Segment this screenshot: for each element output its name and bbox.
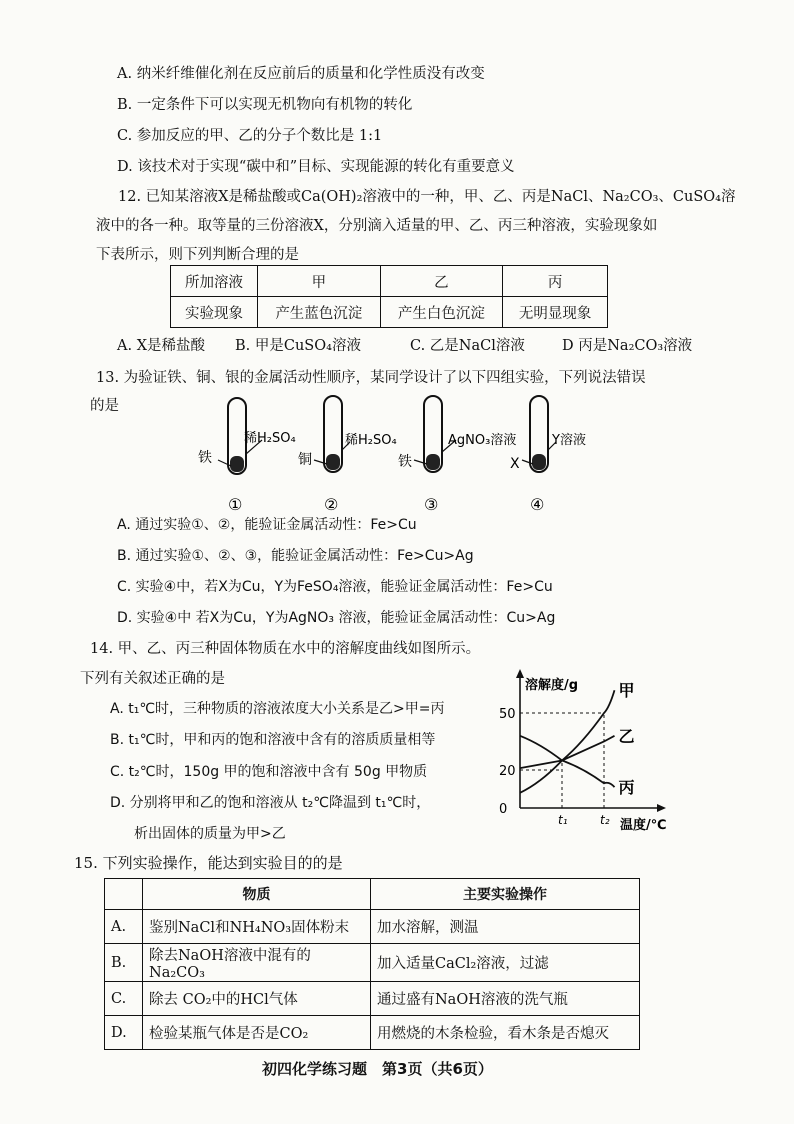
table-row — [105, 910, 640, 944]
tube3-metal-label: 铁 — [398, 454, 412, 470]
tube2-metal-label: 铜 — [298, 452, 312, 468]
q11-option-a: A. 纳米纤维催化剂在反应前后的质量和化学性质没有改变 — [117, 66, 485, 82]
tube4-number: ④ — [530, 495, 545, 514]
tube1-metal-label: 铁 — [198, 450, 212, 466]
x-axis-arrow — [657, 804, 666, 812]
table-cell: 产生蓝色沉淀 — [258, 297, 381, 328]
q14-option-a: A. t₁℃时，三种物质的溶液浓度大小关系是乙>甲=丙 — [110, 701, 445, 717]
tube2-number: ② — [324, 495, 339, 514]
q14-option-d-cont: 析出固体的质量为甲>乙 — [134, 826, 286, 842]
y-tick-label: 0 — [499, 802, 508, 817]
table-cell: 加水溶解，测温 — [371, 910, 640, 944]
q13-stem-line1: 13. 为验证铁、铜、银的金属活动性顺序，某同学设计了以下四组实验，下列说法错误 — [96, 370, 646, 386]
q15-table — [104, 878, 640, 1050]
tube2-solution-label: 稀H₂SO₄ — [345, 433, 397, 448]
q12-option-a: A. X是稀盐酸 — [117, 338, 206, 354]
series-label: 甲 — [618, 681, 635, 701]
test-tube-4 — [510, 396, 586, 514]
q13-stem-line2: 的是 — [90, 398, 119, 414]
q13-option-c: C. 实验④中，若X为Cu，Y为FeSO₄溶液，能验证金属活动性：Fe>Cu — [117, 579, 553, 595]
page-footer: 初四化学练习题 第3页（共6页） — [262, 1060, 493, 1078]
q15-stem: 15. 下列实验操作，能达到实验目的的是 — [74, 854, 343, 872]
table-cell: 通过盛有NaOH溶液的洗气瓶 — [371, 982, 640, 1016]
table-cell: 实验现象 — [171, 297, 258, 328]
table-cell: D. — [105, 1016, 143, 1050]
tube3-number: ③ — [424, 495, 439, 514]
table-cell: A. — [105, 910, 143, 944]
x-tick-label: t₁ — [558, 813, 568, 827]
q12-stem-line2: 液中的各一种。取等量的三份溶液X，分别滴入适量的甲、乙、丙三种溶液，实验现象如 — [96, 218, 658, 234]
y-tick-label: 20 — [499, 764, 516, 779]
table-header-cell: 物质 — [143, 879, 371, 910]
table-header-cell — [105, 879, 143, 910]
test-tube-2 — [298, 396, 397, 514]
q12-option-c: C. 乙是NaCl溶液 — [410, 338, 525, 354]
q12-table — [170, 265, 608, 328]
test-tube-3 — [398, 396, 516, 514]
q12-option-b: B. 甲是CuSO₄溶液 — [235, 338, 361, 354]
series-label: 乙 — [618, 726, 635, 746]
x-tick-label: t₂ — [600, 813, 610, 827]
table-cell: 加入适量CaCl₂溶液，过滤 — [371, 944, 640, 982]
q11-option-b: B. 一定条件下可以实现无机物向有机物的转化 — [117, 97, 413, 113]
table-cell: C. — [105, 982, 143, 1016]
q14-option-b: B. t₁℃时，甲和丙的饱和溶液中含有的溶质质量相等 — [110, 732, 436, 748]
q13-test-tubes-diagram — [0, 390, 794, 520]
table-cell: 鉴别NaCl和NH₄NO₃固体粉末 — [143, 910, 371, 944]
table-cell: 除去 CO₂中的HCl气体 — [143, 982, 371, 1016]
table-row — [105, 944, 640, 982]
x-axis-label: 温度/℃ — [620, 818, 667, 833]
q12-stem-line3: 下表所示，则下列判断合理的是 — [96, 247, 299, 263]
q13-option-b: B. 通过实验①、②、③，能验证金属活动性：Fe>Cu>Ag — [117, 548, 474, 564]
table-cell: 检验某瓶气体是否是CO₂ — [143, 1016, 371, 1050]
tube1-number: ① — [228, 495, 243, 514]
table-cell: 用燃烧的木条检验，看木条是否熄灭 — [371, 1016, 640, 1050]
y-axis-label: 溶解度/g — [525, 678, 579, 693]
table-cell: 所加溶液 — [171, 266, 258, 297]
table-row — [105, 1016, 640, 1050]
solubility-chart — [495, 663, 675, 843]
q12-option-d: D 丙是Na₂CO₃溶液 — [562, 338, 693, 354]
table-cell: 无明显现象 — [503, 297, 608, 328]
q14-stem-line1: 14. 甲、乙、丙三种固体物质在水中的溶解度曲线如图所示。 — [90, 641, 481, 657]
table-row — [105, 982, 640, 1016]
q14-option-d: D. 分别将甲和乙的饱和溶液从 t₂℃降温到 t₁℃时， — [110, 795, 431, 811]
test-tube-1 — [198, 398, 296, 514]
table-row — [171, 297, 608, 328]
table-row — [105, 879, 640, 910]
series-label: 丙 — [618, 778, 635, 798]
q13-option-a: A. 通过实验①、②，能验证金属活动性：Fe>Cu — [117, 517, 417, 533]
q12-stem-line1: 12. 已知某溶液X是稀盐酸或Ca(OH)₂溶液中的一种，甲、乙、丙是NaCl、Na₂CO₃、CuSO₄溶 — [118, 189, 736, 205]
tube1-solution-label: 稀H₂SO₄ — [244, 431, 296, 446]
table-header-cell: 主要实验操作 — [371, 879, 640, 910]
tube3-solution-label: AgNO₃溶液 — [448, 433, 517, 448]
table-cell: B. — [105, 944, 143, 982]
q14-option-c: C. t₂℃时，150g 甲的饱和溶液中含有 50g 甲物质 — [110, 764, 428, 780]
tube4-metal-label: X — [510, 456, 520, 472]
table-cell: 除去NaOH溶液中混有的Na₂CO₃ — [143, 944, 371, 982]
q14-stem-line2: 下列有关叙述正确的是 — [80, 671, 225, 687]
y-axis-arrow — [516, 669, 524, 678]
table-cell: 甲 — [258, 266, 381, 297]
q11-option-c: C. 参加反应的甲、乙的分子个数比是 1:1 — [117, 128, 383, 144]
table-cell: 产生白色沉淀 — [380, 297, 503, 328]
y-tick-label: 50 — [499, 707, 516, 722]
table-cell: 乙 — [380, 266, 503, 297]
q11-option-d: D. 该技术对于实现“碳中和”目标、实现能源的转化有重要意义 — [117, 159, 515, 175]
table-row — [171, 266, 608, 297]
table-cell: 丙 — [503, 266, 608, 297]
tube4-solution-label: Y溶液 — [552, 433, 586, 448]
q13-option-d: D. 实验④中 若X为Cu，Y为AgNO₃ 溶液，能验证金属活动性：Cu>Ag — [117, 610, 556, 626]
